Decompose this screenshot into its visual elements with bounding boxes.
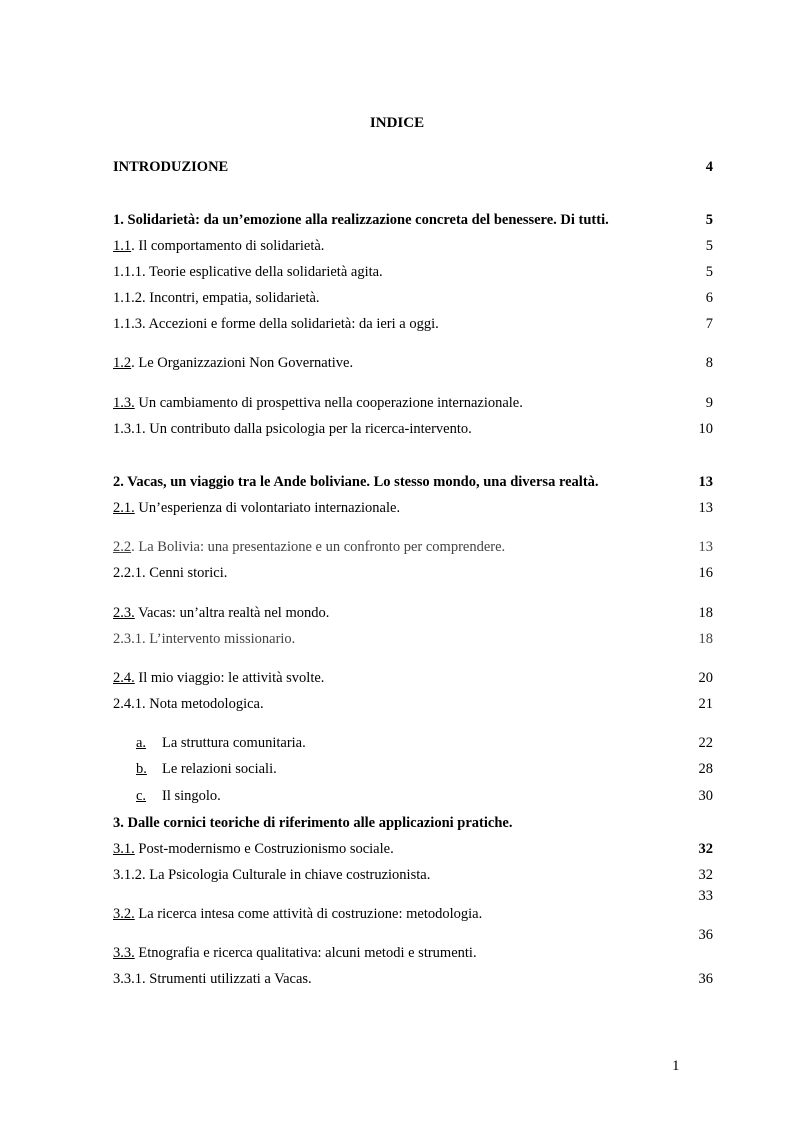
toc-entry (113, 694, 713, 714)
toc-entry-text (113, 290, 320, 306)
toc-entry-label: La struttura comunitaria. (162, 735, 306, 751)
toc-entry-label: Le relazioni sociali. (162, 761, 277, 777)
toc-entry (113, 157, 713, 177)
toc-entry-page: 36 (698, 927, 713, 943)
toc-entry-page: 8 (705, 355, 713, 371)
toc-entry-label: 1.3.1. Un contributo dalla psicologia per la ricerca-intervento. (113, 421, 472, 437)
toc-entry (113, 210, 713, 230)
toc-entry-label: 3.1.2. La Psicologia Culturale in chiave costruzionista. (113, 867, 431, 883)
toc-entry-label: Il mio viaggio: le attività svolte. (134, 670, 325, 686)
toc-entry (113, 236, 713, 256)
toc-entry-page: 32 (698, 867, 713, 883)
toc-entry-label: . La Bolivia: una presentazione e un confronto per comprendere. (131, 539, 506, 555)
toc-entry-text (136, 761, 277, 777)
toc-entry-text (113, 906, 482, 922)
toc-entry (113, 537, 713, 557)
toc-entry-label: 1.1.2. Incontri, empatia, solidarietà. (113, 290, 320, 306)
toc-entry-text (113, 212, 609, 228)
toc-entry-text (113, 474, 599, 490)
toc-entry-text (113, 264, 383, 280)
toc-entry-number: 3.3. (113, 945, 135, 961)
page-title: INDICE (369, 115, 425, 131)
toc-entry-text (113, 631, 295, 647)
toc-entry-label: Un’esperienza di volontariato internazionale. (134, 500, 401, 516)
toc-entry-number: 3.1. (113, 841, 135, 857)
toc-entry-text (113, 815, 512, 831)
toc-entry-text (113, 670, 324, 686)
toc-entry-page: 10 (698, 421, 713, 437)
toc-entry-page: 18 (698, 631, 713, 647)
toc-entry-label: 2. Vacas, un viaggio tra le Ande boliviane. Lo stesso mondo, una diversa realtà. (113, 474, 599, 490)
toc-entry-text (136, 788, 221, 804)
toc-entry-number: 2.2 (113, 539, 132, 555)
toc-entry-page: 5 (705, 238, 713, 254)
toc-entry-page: 13 (698, 539, 713, 555)
toc-entry (113, 813, 713, 833)
toc-entry-page: 20 (698, 670, 713, 686)
toc-entry-text (113, 565, 227, 581)
toc-entry-text (113, 867, 430, 883)
toc-entry-number: 3.2. (113, 906, 135, 922)
toc-entry-page: 21 (698, 696, 713, 712)
toc-entry-page: 22 (698, 735, 713, 751)
toc-entry (136, 759, 713, 779)
toc-entry-page: 30 (698, 788, 713, 804)
toc-entry-text (136, 735, 306, 751)
toc-entry (113, 927, 713, 963)
toc-entry (113, 563, 713, 583)
toc-entry (113, 969, 713, 989)
toc-entry-label: 1.1.3. Accezioni e forme della solidarietà: da ieri a oggi. (113, 316, 439, 332)
toc-entry-label: Il singolo. (162, 788, 221, 804)
toc-entry (113, 865, 713, 885)
toc-entry (113, 288, 713, 308)
toc-entry-label: Post-modernismo e Costruzionismo sociale. (134, 841, 394, 857)
toc-entry-text (113, 316, 439, 332)
toc-entry-label: 2.3.1. L’intervento missionario. (113, 631, 296, 647)
toc-entry (113, 393, 713, 413)
toc-entry-page: 13 (698, 500, 713, 516)
toc-entry-label: 3. Dalle cornici teoriche di riferimento alle applicazioni pratiche. (113, 815, 513, 831)
toc-entry-text (113, 395, 523, 411)
toc-entry-text (113, 971, 312, 987)
toc-entry-number: 2.3. (113, 605, 135, 621)
toc-entry (136, 786, 713, 806)
toc-entry-text (113, 539, 505, 555)
toc-entry (113, 314, 713, 334)
toc-entry-text (113, 841, 394, 857)
toc-entry-page: 13 (698, 474, 713, 490)
toc-entry-page: 6 (705, 290, 713, 306)
page-number: 1 (672, 1058, 680, 1074)
toc-entry-text (113, 500, 400, 516)
toc-entry-text (113, 696, 264, 712)
toc-entry-number: a. (136, 735, 147, 751)
toc-entry-text (113, 238, 324, 254)
toc-entry-number: c. (136, 788, 147, 804)
toc-entry (113, 603, 713, 623)
toc-entry-number: 2.1. (113, 500, 135, 516)
toc-entry-label: 2.4.1. Nota metodologica. (113, 696, 264, 712)
toc-entry-label: Etnografia e ricerca qualitativa: alcuni metodi e strumenti. (134, 945, 477, 961)
toc-entry-text (113, 605, 329, 621)
toc-entry-text (113, 355, 353, 371)
toc-entry (113, 888, 713, 924)
toc-entry (113, 668, 713, 688)
toc-entry-page: 5 (705, 212, 713, 228)
toc-entry-page: 5 (705, 264, 713, 280)
toc-entry (113, 419, 713, 439)
toc-entry-label: . Le Organizzazioni Non Governative. (131, 355, 354, 371)
toc-entry-page: 18 (698, 605, 713, 621)
toc-entry-text (113, 421, 472, 437)
toc-entry (113, 498, 713, 518)
toc-entry-page: 36 (698, 971, 713, 987)
toc-entry (113, 353, 713, 373)
toc-entry (113, 262, 713, 282)
toc-entry (113, 839, 713, 859)
toc-entry-page: 16 (698, 565, 713, 581)
toc-entry-page: 9 (705, 395, 713, 411)
toc-entry-page: 33 (698, 888, 713, 904)
toc-entry-page: 32 (698, 841, 713, 857)
toc-entry-label: La ricerca intesa come attività di costruzione: metodologia. (134, 906, 483, 922)
toc-entry-page: 7 (705, 316, 713, 332)
toc-entry-label: INTRODUZIONE (113, 159, 229, 175)
toc-entry-number: 1.1 (113, 238, 132, 254)
toc-entry-number: b. (136, 761, 147, 777)
toc-entry-page: 4 (705, 159, 713, 175)
toc-entry-label: 2.2.1. Cenni storici. (113, 565, 228, 581)
toc-entry-label: 1.1.1. Teorie esplicative della solidarietà agita. (113, 264, 383, 280)
toc-entry-label: 1. Solidarietà: da un’emozione alla realizzazione concreta del benessere. Di tutti. (113, 212, 609, 228)
toc-entry-page: 28 (698, 761, 713, 777)
toc-entry-number: 1.2 (113, 355, 132, 371)
toc-entry-label: Vacas: un’altra realtà nel mondo. (134, 605, 330, 621)
toc-entry (113, 472, 713, 492)
toc-entry (136, 733, 713, 753)
toc-entry-text (113, 159, 228, 175)
toc-entry-label: 3.3.1. Strumenti utilizzati a Vacas. (113, 971, 312, 987)
toc-entry-label: . Il comportamento di solidarietà. (131, 238, 325, 254)
toc-entry-number: 1.3. (113, 395, 135, 411)
toc-entry-number: 2.4. (113, 670, 135, 686)
toc-entry-text (113, 945, 477, 961)
toc-entry (113, 629, 713, 649)
toc-entry-label: Un cambiamento di prospettiva nella cooperazione internazionale. (134, 395, 523, 411)
